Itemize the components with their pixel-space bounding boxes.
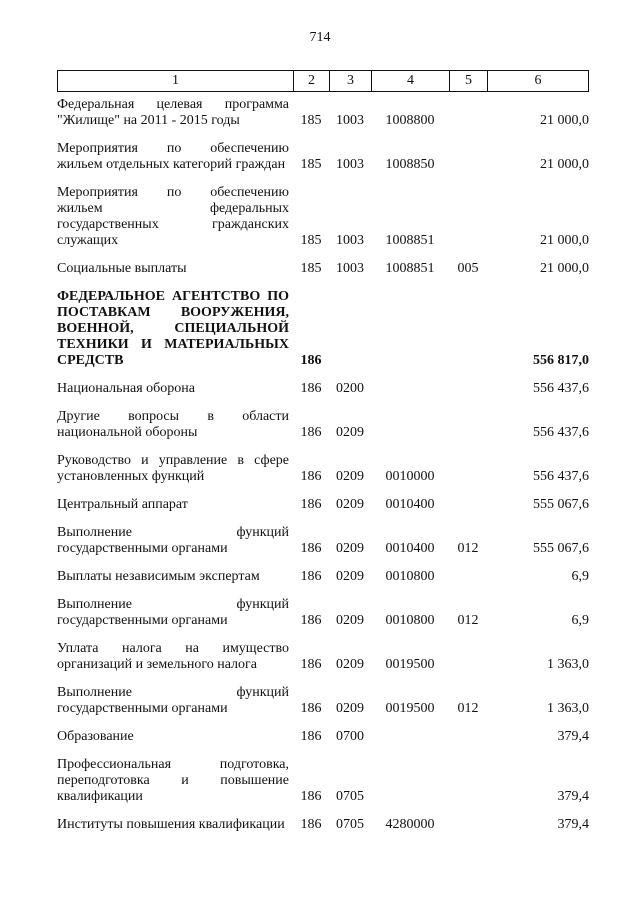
row-section: 0209 xyxy=(336,469,364,484)
row-code: 185 xyxy=(300,261,322,276)
row-csr: 0010800 xyxy=(385,569,435,584)
row-code: 186 xyxy=(300,789,322,804)
row-amount: 21 000,0 xyxy=(540,113,589,128)
row-section: 0705 xyxy=(336,789,364,804)
row-name-line: Выплаты независимым экспертам xyxy=(57,569,260,584)
row-amount: 555 067,6 xyxy=(533,497,589,512)
row-name xyxy=(57,97,293,129)
row-section: 1003 xyxy=(336,261,364,276)
header-col-3: 3 xyxy=(330,71,372,91)
row-code: 186 xyxy=(300,569,322,584)
table-row xyxy=(57,409,589,441)
row-name-line: государственных гражданских xyxy=(57,217,289,232)
row-name xyxy=(57,525,293,557)
row-code: 186 xyxy=(300,817,322,832)
row-name xyxy=(57,757,293,805)
row-amount: 6,9 xyxy=(571,569,589,584)
row-name-line: квалификации xyxy=(57,789,143,804)
row-name-line: жильем отдельных категорий граждан xyxy=(57,157,286,172)
table-row xyxy=(57,525,589,557)
row-csr: 4280000 xyxy=(385,817,435,832)
row-name xyxy=(57,597,293,629)
row-name-line: государственными органами xyxy=(57,613,228,628)
row-amount: 556 437,6 xyxy=(533,469,589,484)
row-amount: 21 000,0 xyxy=(540,233,589,248)
row-name-line: Другие вопросы в области xyxy=(57,409,289,424)
row-code: 185 xyxy=(300,233,322,248)
row-code: 186 xyxy=(300,613,322,628)
table-row xyxy=(57,817,589,833)
row-csr: 1008800 xyxy=(385,113,435,128)
row-code: 186 xyxy=(300,425,322,440)
row-amount: 379,4 xyxy=(557,729,589,744)
row-vr: 012 xyxy=(457,701,479,716)
row-code: 186 xyxy=(300,729,322,744)
row-name-line: Мероприятия по обеспечению xyxy=(57,185,289,200)
row-name-line: Профессиональная подготовка, xyxy=(57,757,289,772)
row-section: 0209 xyxy=(336,497,364,512)
row-section: 1003 xyxy=(336,113,364,128)
row-name xyxy=(57,141,293,173)
row-csr: 1008850 xyxy=(385,157,435,172)
row-csr: 0010400 xyxy=(385,497,435,512)
row-name xyxy=(57,641,293,673)
row-section: 0700 xyxy=(336,729,364,744)
row-code: 185 xyxy=(300,157,322,172)
row-name-line: Уплата налога на имущество xyxy=(57,641,289,656)
row-section: 0705 xyxy=(336,817,364,832)
row-amount: 6,9 xyxy=(571,613,589,628)
row-vr: 012 xyxy=(457,541,479,556)
row-name xyxy=(57,569,293,585)
row-name xyxy=(57,817,293,833)
row-section: 0209 xyxy=(336,541,364,556)
row-amount: 21 000,0 xyxy=(540,157,589,172)
header-col-5: 5 xyxy=(450,71,488,91)
table-row xyxy=(57,381,589,397)
row-name-line: Центральный аппарат xyxy=(57,497,188,512)
row-name-line: Руководство и управление в сфере xyxy=(57,453,289,468)
table-row xyxy=(57,289,589,369)
row-name-line: ФЕДЕРАЛЬНОЕ АГЕНТСТВО ПО xyxy=(57,289,289,304)
row-name-line: Выполнение функций xyxy=(57,525,289,540)
table-row xyxy=(57,453,589,485)
row-name xyxy=(57,497,293,513)
row-name-line: государственными органами xyxy=(57,541,228,556)
row-name-line: Федеральная целевая программа xyxy=(57,97,289,112)
row-amount: 556 437,6 xyxy=(533,381,589,396)
row-code: 186 xyxy=(300,657,322,672)
row-name-line: Выполнение функций xyxy=(57,597,289,612)
row-section: 0200 xyxy=(336,381,364,396)
row-csr: 0010000 xyxy=(385,469,435,484)
table-row xyxy=(57,729,589,745)
row-name-line: жильем федеральных xyxy=(57,201,289,216)
row-csr: 1008851 xyxy=(385,233,435,248)
row-code: 186 xyxy=(300,701,322,716)
row-code: 186 xyxy=(300,353,322,368)
table-body xyxy=(57,97,589,845)
table-row xyxy=(57,141,589,173)
row-section: 0209 xyxy=(336,701,364,716)
header-col-2: 2 xyxy=(294,71,330,91)
row-name xyxy=(57,289,293,369)
row-amount: 556 817,0 xyxy=(533,353,589,368)
row-csr: 0019500 xyxy=(385,657,435,672)
row-name xyxy=(57,409,293,441)
row-name-line: "Жилище" на 2011 - 2015 годы xyxy=(57,113,240,128)
row-section: 1003 xyxy=(336,157,364,172)
row-name xyxy=(57,381,293,397)
table-row xyxy=(57,641,589,673)
row-name-line: ТЕХНИКИ И МАТЕРИАЛЬНЫХ xyxy=(57,337,289,352)
header-col-1: 1 xyxy=(58,71,294,91)
table-row xyxy=(57,569,589,585)
row-vr: 012 xyxy=(457,613,479,628)
table-header xyxy=(57,70,589,92)
table-row xyxy=(57,597,589,629)
row-section: 0209 xyxy=(336,569,364,584)
row-name xyxy=(57,453,293,485)
row-code: 186 xyxy=(300,381,322,396)
row-name-line: Институты повышения квалификации xyxy=(57,817,285,832)
table-row xyxy=(57,261,589,277)
row-amount: 21 000,0 xyxy=(540,261,589,276)
row-name-line: государственными органами xyxy=(57,701,228,716)
row-amount: 555 067,6 xyxy=(533,541,589,556)
row-name-line: служащих xyxy=(57,233,119,248)
row-section: 1003 xyxy=(336,233,364,248)
row-name-line: Образование xyxy=(57,729,134,744)
row-amount: 556 437,6 xyxy=(533,425,589,440)
header-col-6: 6 xyxy=(534,73,542,88)
row-name-line: Выполнение функций xyxy=(57,685,289,700)
row-name-line: Социальные выплаты xyxy=(57,261,187,276)
row-name xyxy=(57,729,293,745)
row-name-line: Национальная оборона xyxy=(57,381,195,396)
row-code: 186 xyxy=(300,469,322,484)
table-row xyxy=(57,685,589,717)
page-number: 714 xyxy=(309,30,331,45)
row-name-line: установленных функций xyxy=(57,469,205,484)
table-row xyxy=(57,97,589,129)
row-amount: 1 363,0 xyxy=(547,701,589,716)
row-section: 0209 xyxy=(336,613,364,628)
row-csr: 0010400 xyxy=(385,541,435,556)
table-row xyxy=(57,185,589,249)
row-name-line: ВОЕННОЙ, СПЕЦИАЛЬНОЙ xyxy=(57,321,289,336)
header-col-4: 4 xyxy=(372,71,450,91)
row-name xyxy=(57,185,293,249)
row-code: 186 xyxy=(300,497,322,512)
row-amount: 1 363,0 xyxy=(547,657,589,672)
row-name xyxy=(57,261,293,277)
row-amount: 379,4 xyxy=(557,817,589,832)
row-code: 185 xyxy=(300,113,322,128)
row-csr: 1008851 xyxy=(385,261,435,276)
row-name-line: ПОСТАВКАМ ВООРУЖЕНИЯ, xyxy=(57,305,289,320)
row-name-line: национальной обороны xyxy=(57,425,198,440)
row-name-line: организаций и земельного налога xyxy=(57,657,257,672)
table-row xyxy=(57,497,589,513)
row-name-line: переподготовка и повышение xyxy=(57,773,289,788)
row-vr: 005 xyxy=(457,261,479,276)
table-row xyxy=(57,757,589,805)
row-code: 186 xyxy=(300,541,322,556)
row-section: 0209 xyxy=(336,657,364,672)
row-name-line: Мероприятия по обеспечению xyxy=(57,141,289,156)
row-csr: 0019500 xyxy=(385,701,435,716)
row-name xyxy=(57,685,293,717)
row-section: 0209 xyxy=(336,425,364,440)
row-name-line: СРЕДСТВ xyxy=(57,353,124,368)
row-csr: 0010800 xyxy=(385,613,435,628)
row-amount: 379,4 xyxy=(557,789,589,804)
